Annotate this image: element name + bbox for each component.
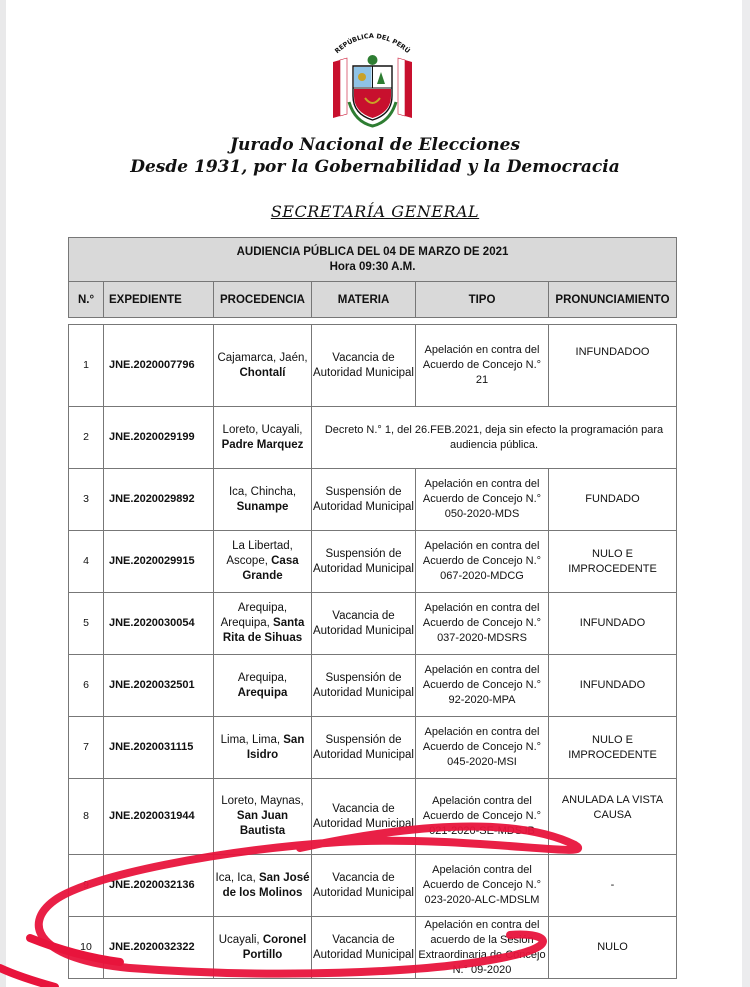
materia-cell: Vacancia de Autoridad Municipal [312, 855, 416, 917]
pronunciamiento-cell: NULO [549, 917, 677, 979]
row-number: 2 [69, 407, 104, 469]
row-number: 5 [69, 593, 104, 655]
institution-name: Jurado Nacional de Elecciones [229, 135, 521, 155]
tipo-cell: Apelación en contra del Acuerdo de Concejo N.° 92-2020-MPA [416, 655, 549, 717]
column-header-pronunciamiento: PRONUNCIAMIENTO [549, 282, 677, 318]
procedencia-region: Arequipa, Arequipa, [220, 602, 288, 629]
tipo-cell: Apelación en contra del Acuerdo de Concejo N.° 045-2020-MSI [416, 717, 549, 779]
row-number: 4 [69, 531, 104, 593]
pronunciamiento-cell: - [549, 855, 677, 917]
caption-line-2: Hora 09:30 A.M. [329, 260, 416, 273]
column-header-number: N.° [69, 282, 104, 318]
institution-motto: Desde 1931, por la Gobernabilidad y la Democracia [130, 157, 620, 177]
procedencia-cell [214, 469, 312, 531]
table-row [69, 655, 677, 717]
procedencia-cell [214, 531, 312, 593]
materia-cell: Suspensión de Autoridad Municipal [312, 469, 416, 531]
procedencia-cell [214, 593, 312, 655]
materia-cell: Suspensión de Autoridad Municipal [312, 717, 416, 779]
tipo-cell: Apelación en contra del Acuerdo de Concejo N.° 067-2020-MDCG [416, 531, 549, 593]
pronunciamiento-cell: NULO E IMPROCEDENTE [549, 717, 677, 779]
row-number: 1 [69, 325, 104, 407]
procedencia-cell [214, 717, 312, 779]
procedencia-cell [214, 407, 312, 469]
table-row [69, 917, 677, 979]
svg-text:REPÚBLICA DEL PERÚ: REPÚBLICA DEL PERÚ [333, 31, 412, 56]
table-caption [69, 238, 677, 282]
table-row [69, 779, 677, 855]
tipo-cell: Apelación en contra del Acuerdo de Concejo N.° 21 [416, 325, 549, 407]
expediente-code: JNE.2020032501 [104, 655, 214, 717]
expediente-code: JNE.2020007796 [104, 325, 214, 407]
caption-line-1: AUDIENCIA PÚBLICA DEL 04 DE MARZO DE 2021 [236, 245, 509, 258]
materia-cell: Suspensión de Autoridad Municipal [312, 531, 416, 593]
expediente-code: JNE.2020029915 [104, 531, 214, 593]
column-header-tipo: TIPO [416, 282, 549, 318]
procedencia-district: Chontalí [239, 366, 286, 379]
table-row [69, 469, 677, 531]
pronunciamiento-cell: INFUNDADO [549, 655, 677, 717]
expediente-code: JNE.2020029199 [104, 407, 214, 469]
materia-cell: Vacancia de Autoridad Municipal [312, 917, 416, 979]
expediente-code: JNE.2020029892 [104, 469, 214, 531]
expediente-code: JNE.2020031944 [104, 779, 214, 855]
procedencia-region: Ica, Ica, [215, 871, 256, 884]
tipo-cell: Apelación en contra del Acuerdo de Concejo N.° 037-2020-MDSRS [416, 593, 549, 655]
expediente-code: JNE.2020030054 [104, 593, 214, 655]
procedencia-district: Coronel Portillo [242, 933, 307, 961]
pronunciamiento-cell: NULO E IMPROCEDENTE [549, 531, 677, 593]
tipo-cell: Apelación en contra del Acuerdo de Concejo N.° 050-2020-MDS [416, 469, 549, 531]
section-title: SECRETARÍA GENERAL [270, 202, 480, 221]
column-header-expediente: EXPEDIENTE [104, 282, 214, 318]
expediente-code: JNE.2020032136 [104, 855, 214, 917]
column-header-materia: MATERIA [312, 282, 416, 318]
pronunciamiento-cell: INFUNDADO [549, 593, 677, 655]
procedencia-cell [214, 655, 312, 717]
procedencia-region: La Libertad, Ascope, [226, 540, 293, 567]
procedencia-district: Casa Grande [242, 555, 299, 582]
procedencia-cell [214, 917, 312, 979]
table-row [69, 855, 677, 917]
materia-cell: Vacancia de Autoridad Municipal [312, 779, 416, 855]
tipo-cell: Apelación en contra del acuerdo de la Sesión Extraordinaria de Concejo N.° 09-2020 [416, 917, 549, 979]
row-number: 9 [69, 855, 104, 917]
tipo-cell: Apelación contra del Acuerdo de Concejo N.° 023-2020-ALC-MDSLM [416, 855, 549, 917]
procedencia-district: Arequipa [237, 686, 288, 699]
peru-coat-of-arms-seal [325, 22, 420, 130]
materia-cell: Suspensión de Autoridad Municipal [312, 655, 416, 717]
row-number: 3 [69, 469, 104, 531]
table-row [69, 407, 677, 469]
table-header [68, 237, 677, 318]
hearing-table [68, 324, 677, 979]
expediente-code: JNE.2020031115 [104, 717, 214, 779]
pronunciamiento-cell: FUNDADO [549, 469, 677, 531]
procedencia-cell [214, 855, 312, 917]
pronunciamiento-cell: INFUNDADOO [549, 325, 677, 407]
materia-cell: Vacancia de Autoridad Municipal [312, 325, 416, 407]
procedencia-region: Cajamarca, Jaén, [217, 351, 308, 364]
procedencia-cell [214, 325, 312, 407]
tipo-cell: Apelación contra del Acuerdo de Concejo N.° 021-2020-SE-MDSJB [416, 779, 549, 855]
procedencia-region: Loreto, Maynas, [221, 795, 304, 807]
procedencia-district: Padre Marquez [221, 438, 304, 451]
table-row [69, 593, 677, 655]
expediente-code: JNE.2020032322 [104, 917, 214, 979]
procedencia-district: Santa Rita de Sihuas [222, 617, 305, 644]
procedencia-district: Sunampe [236, 500, 289, 513]
procedencia-district: San Juan Bautista [236, 810, 289, 837]
procedencia-region: Loreto, Ucayali, [222, 423, 303, 436]
row-number: 10 [69, 917, 104, 979]
procedencia-district: San Isidro [246, 733, 305, 761]
table-row [69, 531, 677, 593]
procedencia-region: Arequipa, [237, 671, 288, 684]
row-number: 8 [69, 779, 104, 855]
table-row [69, 325, 677, 407]
procedencia-district: San José de los Molinos [222, 871, 310, 899]
procedencia-region: Lima, Lima, [220, 733, 281, 746]
row-number: 7 [69, 717, 104, 779]
procedencia-cell [214, 779, 312, 855]
procedencia-region: Ica, Chincha, [228, 485, 297, 498]
row-number: 6 [69, 655, 104, 717]
materia-cell: Vacancia de Autoridad Municipal [312, 593, 416, 655]
table-row [69, 717, 677, 779]
procedencia-region: Ucayali, [218, 933, 260, 946]
decree-note-cell: Decreto N.° 1, del 26.FEB.2021, deja sin efecto la programación para audiencia pública. [312, 407, 677, 469]
pronunciamiento-cell: ANULADA LA VISTA CAUSA [549, 779, 677, 855]
column-header-procedencia: PROCEDENCIA [214, 282, 312, 318]
